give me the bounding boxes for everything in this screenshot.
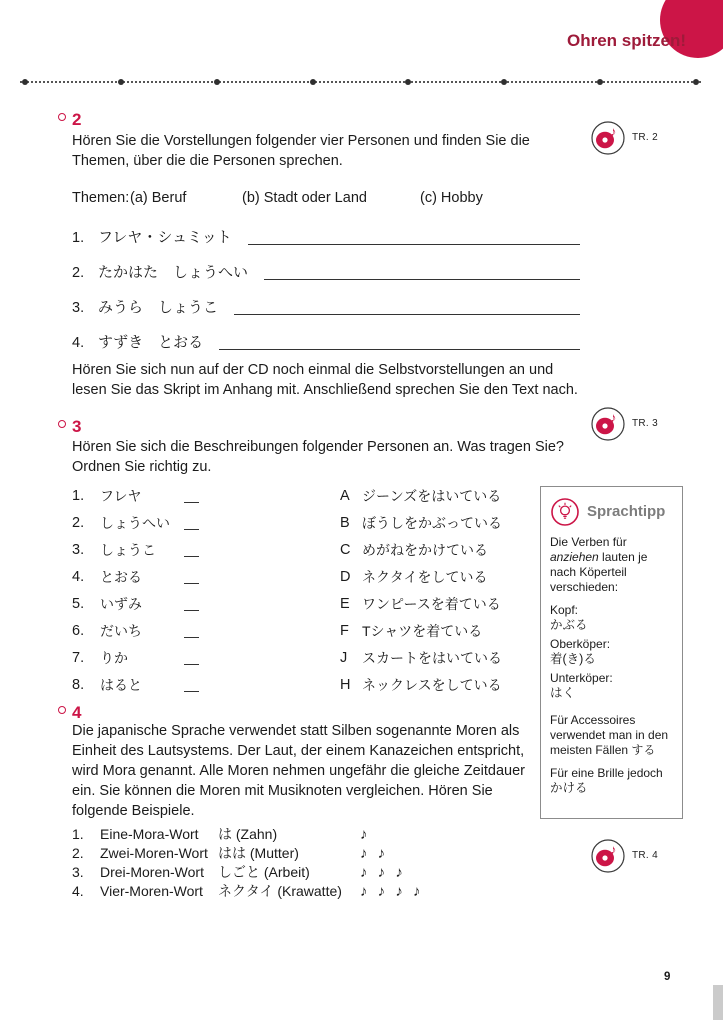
svg-text:♪: ♪ bbox=[610, 124, 617, 139]
exercise2-item bbox=[72, 329, 580, 353]
music-notes-icon: ♪ ♪ ♪ ♪ bbox=[360, 883, 424, 900]
rule-dot bbox=[22, 79, 28, 85]
mora-example-word: はは (Mutter) bbox=[218, 845, 299, 861]
option-letter: B bbox=[340, 515, 350, 531]
item-number: 7. bbox=[72, 650, 85, 666]
item-number: 6. bbox=[72, 623, 85, 639]
answer-blank bbox=[184, 679, 199, 692]
theme-option-c: (c) Hobby bbox=[420, 190, 483, 206]
matching-right bbox=[340, 540, 488, 560]
mora-row bbox=[72, 862, 552, 881]
option-letter: D bbox=[340, 569, 351, 585]
page-header-title: Ohren spitzen! bbox=[566, 31, 686, 50]
matching-row bbox=[72, 511, 537, 533]
sprachtipp-note2-pre: Für eine Brille jedoch bbox=[550, 766, 663, 780]
matching-row bbox=[72, 619, 537, 641]
answer-blank bbox=[184, 544, 199, 557]
matching-left bbox=[72, 648, 340, 668]
item-number: 2. bbox=[72, 515, 85, 531]
matching-right bbox=[340, 648, 502, 668]
item-number: 3. bbox=[72, 864, 84, 880]
theme-option-a: (a) Beruf bbox=[130, 190, 187, 206]
sprachtipp-rule-oberkoeper bbox=[550, 637, 673, 667]
exercise-ring-icon bbox=[58, 420, 66, 428]
answer-blank bbox=[184, 490, 199, 503]
exercise3-marker bbox=[58, 418, 81, 436]
exercise2-intro: Hören Sie die Vorstellungen folgender vier Personen und finden Sie die Themen, über die die Personen sprechen. bbox=[72, 133, 530, 169]
option-letter: H bbox=[340, 677, 351, 693]
option-text: スカートをはいている bbox=[362, 650, 502, 666]
answer-blank-line bbox=[234, 300, 580, 315]
dotted-divider bbox=[18, 79, 703, 86]
exercise2-item bbox=[72, 259, 580, 283]
matching-left bbox=[72, 621, 340, 641]
exercise2-item bbox=[72, 224, 580, 248]
matching-right bbox=[340, 567, 487, 587]
cd-audio-icon bbox=[590, 838, 626, 874]
person-name: しょうこ bbox=[100, 542, 156, 558]
option-text: ジーンズをはいている bbox=[362, 488, 502, 504]
matching-row bbox=[72, 484, 537, 506]
mora-type-label: Drei-Moren-Wort bbox=[100, 864, 204, 880]
exercise2-outro: Hören Sie sich nun auf der CD noch einmal die Selbstvorstellungen an und lesen Sie das Skript im Anhang mit. Anschließend sprechen Sie den Text nach. bbox=[72, 362, 578, 398]
sprachtipp-box bbox=[540, 486, 683, 819]
item-number: 1. bbox=[72, 230, 85, 246]
matching-right bbox=[340, 513, 502, 533]
exercise3-matching-list bbox=[72, 484, 537, 700]
music-notes-icon: ♪ bbox=[360, 826, 371, 843]
rule-dot bbox=[214, 79, 220, 85]
sprachtipp-rule-kopf bbox=[550, 603, 673, 633]
answer-blank-line bbox=[219, 335, 580, 350]
sprachtipp-title: Sprachtipp bbox=[587, 503, 666, 520]
exercise4-intro: Die japanische Sprache verwendet statt Silben sogenannte Moren als Einheit des Lautsystems. Der Laut, der einem Kanazeichen entspricht, wird Mora genannt. Alle Moren nehmen ungefähr die gleiche Zeitdauer ein. Sie können die Moren mit Musiknoten vergleichen. Hören Sie folgende Beispiele. bbox=[72, 723, 525, 819]
verb-text: 着(き)る bbox=[550, 652, 596, 666]
option-letter: F bbox=[340, 623, 349, 639]
verb-text: はく bbox=[550, 686, 576, 700]
option-text: めがねをかけている bbox=[362, 542, 488, 558]
track-label: TR. 4 bbox=[632, 850, 658, 861]
rule-dot bbox=[310, 79, 316, 85]
exercise3-number: 3 bbox=[72, 417, 82, 436]
item-number: 2. bbox=[72, 265, 85, 281]
mora-type-label: Zwei-Moren-Wort bbox=[100, 845, 208, 861]
matching-left bbox=[72, 567, 340, 587]
rule-dot bbox=[693, 79, 699, 85]
mora-example-word: ネクタイ (Krawatte) bbox=[218, 883, 342, 899]
verb-text: かぶる bbox=[550, 618, 588, 632]
sprachtipp-note1: Für Accessoires verwendet man in den meisten Fällen する bbox=[550, 713, 669, 757]
option-text: ワンピースを着ている bbox=[362, 596, 501, 612]
item-number: 1. bbox=[72, 826, 84, 842]
matching-row bbox=[72, 565, 537, 587]
person-name: しょうへい bbox=[100, 515, 170, 531]
item-number: 4. bbox=[72, 883, 84, 899]
track-label: TR. 3 bbox=[632, 418, 658, 429]
exercise2-themen-row bbox=[72, 188, 483, 208]
matching-left bbox=[72, 540, 340, 560]
exercise2-number: 2 bbox=[72, 110, 82, 129]
person-name: たかはた しょうへい bbox=[98, 264, 249, 281]
matching-row bbox=[72, 592, 537, 614]
matching-left bbox=[72, 594, 340, 614]
matching-right bbox=[340, 486, 501, 506]
sprachtipp-intro bbox=[550, 535, 673, 595]
item-number: 4. bbox=[72, 569, 85, 585]
sprachtipp-note2 bbox=[550, 766, 673, 796]
option-text: Tシャツを着ている bbox=[362, 623, 483, 639]
answer-blank bbox=[184, 571, 199, 584]
option-letter: C bbox=[340, 542, 351, 558]
person-name: みうら しょうこ bbox=[98, 299, 219, 316]
exercise-ring-icon bbox=[58, 113, 66, 121]
item-number: 8. bbox=[72, 677, 85, 693]
theme-option-b: (b) Stadt oder Land bbox=[242, 190, 367, 206]
answer-blank bbox=[184, 598, 199, 611]
option-text: ネックレスをしている bbox=[362, 677, 502, 693]
item-number: 3. bbox=[72, 542, 85, 558]
person-name: すずき とおる bbox=[98, 334, 204, 351]
sprachtipp-rule-unterkoeper bbox=[550, 671, 673, 701]
rule-dot bbox=[501, 79, 507, 85]
option-letter: E bbox=[340, 596, 350, 612]
rule-dot bbox=[118, 79, 124, 85]
track-label: TR. 2 bbox=[632, 132, 658, 143]
exercise4-item-list bbox=[72, 824, 552, 900]
exercise4-marker bbox=[58, 704, 81, 722]
cd-track-badge-4 bbox=[590, 838, 658, 874]
option-text: ぼうしをかぶっている bbox=[362, 515, 502, 531]
matching-row bbox=[72, 673, 537, 695]
option-letter: J bbox=[340, 650, 348, 666]
answer-blank-line bbox=[264, 265, 580, 280]
mora-type-label: Eine-Mora-Wort bbox=[100, 826, 199, 842]
mora-row bbox=[72, 824, 552, 843]
person-name: いずみ bbox=[100, 596, 142, 612]
cd-track-badge-2 bbox=[590, 120, 658, 156]
answer-blank bbox=[184, 517, 199, 530]
person-name: とおる bbox=[100, 569, 142, 585]
person-name: りか bbox=[100, 650, 128, 666]
cd-track-badge-3 bbox=[590, 406, 658, 442]
mora-example-word: は (Zahn) bbox=[218, 826, 278, 842]
matching-left bbox=[72, 513, 340, 533]
body-part-label: Kopf: bbox=[550, 603, 579, 617]
body-part-label: Unterköper: bbox=[550, 671, 613, 685]
matching-row bbox=[72, 646, 537, 668]
item-number: 4. bbox=[72, 335, 85, 351]
matching-right bbox=[340, 675, 502, 695]
exercise4-number: 4 bbox=[72, 703, 82, 722]
rule-dot bbox=[597, 79, 603, 85]
svg-text:♪: ♪ bbox=[610, 842, 617, 857]
page-number: 9 bbox=[664, 971, 671, 983]
mora-row bbox=[72, 881, 552, 900]
mora-row bbox=[72, 843, 552, 862]
person-name: フレヤ・シュミット bbox=[98, 229, 232, 246]
music-notes-icon: ♪ ♪ ♪ bbox=[360, 864, 406, 881]
item-number: 2. bbox=[72, 845, 84, 861]
exercise2-item-list bbox=[72, 224, 580, 364]
exercise-ring-icon bbox=[58, 706, 66, 714]
item-number: 3. bbox=[72, 300, 85, 316]
verb-text: かける bbox=[550, 781, 588, 795]
option-letter: A bbox=[340, 488, 350, 504]
item-number: 5. bbox=[72, 596, 85, 612]
rule-dot bbox=[405, 79, 411, 85]
sprachtipp-intro-pre: Die Verben für bbox=[550, 535, 627, 549]
matching-right bbox=[340, 594, 501, 614]
mora-example-word: しごと (Arbeit) bbox=[218, 864, 310, 880]
sprachtipp-header bbox=[550, 497, 673, 527]
cd-audio-icon bbox=[590, 120, 626, 156]
person-name: だいち bbox=[100, 623, 142, 639]
answer-blank bbox=[184, 625, 199, 638]
lightbulb-icon bbox=[550, 497, 580, 527]
person-name: はると bbox=[100, 677, 142, 693]
cd-audio-icon bbox=[590, 406, 626, 442]
matching-right bbox=[340, 621, 482, 641]
matching-left bbox=[72, 675, 340, 695]
themen-label: Themen: bbox=[72, 190, 130, 206]
item-number: 1. bbox=[72, 488, 85, 504]
svg-text:♪: ♪ bbox=[610, 410, 617, 425]
answer-blank-line bbox=[248, 230, 580, 245]
exercise2-item bbox=[72, 294, 580, 318]
sprachtipp-intro-italic: anziehen bbox=[550, 550, 599, 564]
option-text: ネクタイをしている bbox=[362, 569, 488, 585]
exercise3-intro: Hören Sie sich die Beschreibungen folgender Personen an. Was tragen Sie? Ordnen Sie richtig zu. bbox=[72, 439, 564, 475]
sprachtipp-intro-post: lauten je nach Köperteil verschieden: bbox=[550, 550, 648, 594]
music-notes-icon: ♪ ♪ bbox=[360, 845, 389, 862]
person-name: フレヤ bbox=[100, 488, 142, 504]
corner-gray-bar bbox=[713, 985, 723, 1020]
body-part-label: Oberköper: bbox=[550, 637, 611, 651]
answer-blank bbox=[184, 652, 199, 665]
matching-row bbox=[72, 538, 537, 560]
matching-left bbox=[72, 486, 340, 506]
mora-type-label: Vier-Moren-Wort bbox=[100, 883, 203, 899]
exercise2-marker bbox=[58, 111, 81, 129]
